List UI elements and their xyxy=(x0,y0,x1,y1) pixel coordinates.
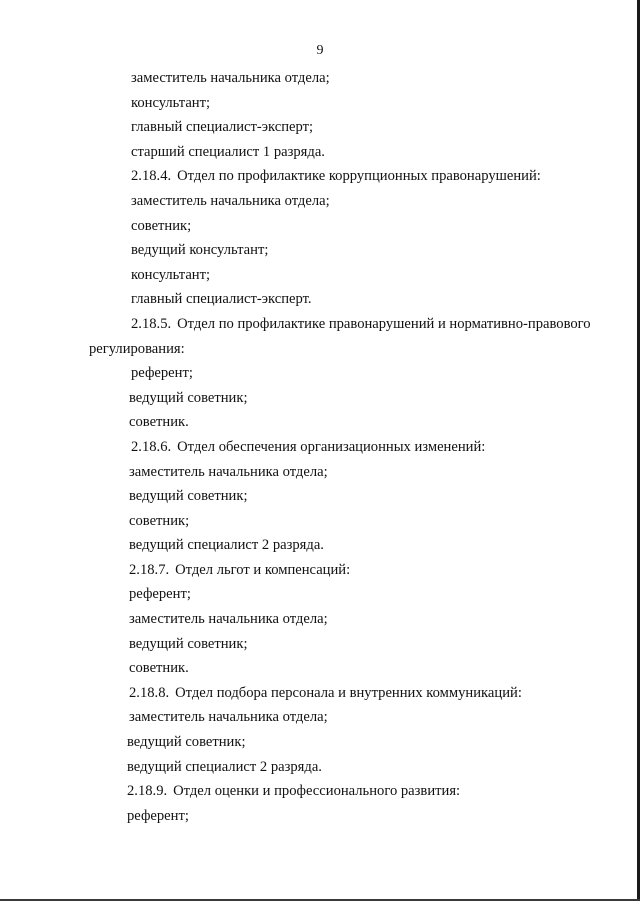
section-number: 2.18.7. xyxy=(129,561,170,578)
text-line: ведущий советник; xyxy=(129,488,248,505)
text-line: советник; xyxy=(131,217,192,234)
section-number: 2.18.6. xyxy=(131,438,172,455)
text-line: главный специалист-эксперт; xyxy=(131,119,314,136)
section-number: 2.18.5. xyxy=(131,315,172,332)
section-title: Отдел подбора персонала и внутренних коммуникаций: xyxy=(175,684,522,701)
text-line: ведущий специалист 2 разряда. xyxy=(129,537,324,554)
text-line: главный специалист-эксперт. xyxy=(131,291,312,308)
text-line: заместитель начальника отдела; xyxy=(129,463,328,480)
text-line: ведущий специалист 2 разряда. xyxy=(127,758,322,775)
text-line: консультант; xyxy=(131,94,211,111)
text-line: советник. xyxy=(129,414,189,431)
text-line: референт; xyxy=(129,586,191,603)
section-number: 2.18.8. xyxy=(129,684,170,701)
section-title: Отдел по профилактике коррупционных правонарушений: xyxy=(177,168,541,185)
text-line: референт; xyxy=(127,807,189,824)
section-number: 2.18.4. xyxy=(131,168,172,185)
text-line: заместитель начальника отдела; xyxy=(131,192,330,209)
section-heading xyxy=(0,164,640,189)
text-line: заместитель начальника отдела; xyxy=(129,611,328,628)
text-line: ведущий консультант; xyxy=(131,242,269,259)
section-heading xyxy=(0,779,640,804)
text-line: советник; xyxy=(129,512,190,529)
page-number: 9 xyxy=(316,43,324,58)
section-title: Отдел по профилактике правонарушений и нормативно-правового xyxy=(177,315,591,332)
text-line: ведущий советник; xyxy=(129,635,248,652)
document-body xyxy=(0,66,640,828)
text-line: референт; xyxy=(131,365,193,382)
section-number: 2.18.9. xyxy=(127,783,168,800)
text-line: ведущий советник; xyxy=(127,734,246,751)
text-line: старший специалист 1 разряда. xyxy=(131,143,325,160)
section-heading xyxy=(0,681,640,706)
section-heading xyxy=(0,558,640,583)
text-line: консультант; xyxy=(131,266,211,283)
section-title: Отдел льгот и компенсаций: xyxy=(175,561,351,578)
section-heading xyxy=(0,435,640,460)
text-line: советник. xyxy=(129,660,189,677)
text-line: заместитель начальника отдела; xyxy=(131,70,330,86)
section-title: Отдел обеспечения организационных изменений: xyxy=(177,438,486,455)
text-line: ведущий советник; xyxy=(129,389,248,406)
text-line: заместитель начальника отдела; xyxy=(129,709,328,726)
section-title: Отдел оценки и профессионального развития: xyxy=(173,783,461,800)
text-line: регулирования: xyxy=(89,340,185,357)
section-heading xyxy=(0,312,640,337)
